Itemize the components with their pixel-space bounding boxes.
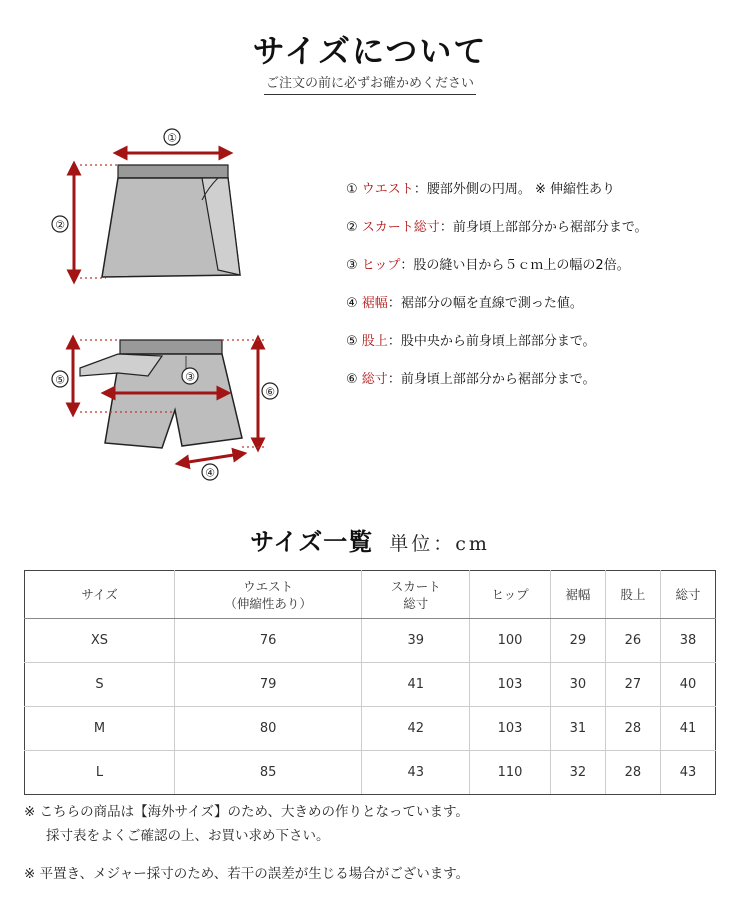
legend-number: ③ (346, 258, 358, 273)
cell-total-length: 43 (660, 751, 715, 795)
marker-5 (52, 371, 68, 387)
table-row (25, 663, 716, 707)
legend-term: 股上 (361, 334, 388, 349)
header-sublabel: （伸縮性あり） (224, 595, 312, 611)
header-hip (470, 571, 551, 619)
legend-item-skirt-length (346, 218, 726, 256)
header-label: 総寸 (675, 587, 701, 602)
header-label: 裾幅 (565, 587, 591, 602)
legend-number: ⑥ (346, 372, 358, 387)
cell-waist: 85 (175, 751, 362, 795)
cell-rise: 28 (605, 707, 660, 751)
note-overseas-size: ※ こちらの商品は【海外サイズ】のため、大きめの作りとなっています。 (24, 804, 469, 820)
cell-skirt-length: 42 (362, 707, 470, 751)
marker-6-text: ⑥ (265, 385, 275, 399)
legend-item-rise (346, 332, 726, 370)
legend-number: ④ (346, 296, 358, 311)
measurement-legend (346, 180, 726, 408)
cell-hem-width: 30 (550, 663, 605, 707)
page-subtitle (0, 72, 740, 91)
legend-description: ：腰部外側の円周。 ※ 伸縮性あり (413, 182, 615, 197)
size-table (24, 570, 716, 795)
header-sublabel: 総寸 (403, 595, 429, 611)
cell-waist: 76 (175, 619, 362, 663)
cell-skirt-length: 39 (362, 619, 470, 663)
hem-width-arrow (182, 454, 240, 463)
legend-description: ：前身頃上部部分から裾部分まで。 (387, 372, 596, 387)
cell-hem-width: 31 (550, 707, 605, 751)
header-hem-width (550, 571, 605, 619)
header-total-length (660, 571, 715, 619)
marker-6 (262, 383, 278, 399)
marker-3 (182, 368, 198, 384)
legend-term: ヒップ (361, 258, 401, 273)
cell-hip: 103 (470, 663, 551, 707)
cell-total-length: 41 (660, 707, 715, 751)
cell-rise: 26 (605, 619, 660, 663)
cell-waist: 79 (175, 663, 362, 707)
legend-number: ② (346, 220, 358, 235)
legend-term: 裾幅 (361, 296, 388, 311)
marker-2 (52, 216, 68, 232)
header-label: ウエスト (243, 578, 294, 594)
subtitle-text: ご注文の前に必ずお確かめください (264, 76, 476, 95)
header-label: ヒップ (491, 587, 529, 602)
cell-skirt-length: 43 (362, 751, 470, 795)
legend-number: ① (346, 182, 358, 197)
legend-item-hem-width (346, 294, 726, 332)
legend-description: ：裾部分の幅を直線で測った値。 (387, 296, 583, 311)
legend-item-hip (346, 256, 726, 294)
legend-description: ：股中央から前身頃上部部分まで。 (387, 334, 596, 349)
header-rise (605, 571, 660, 619)
size-list-title: サイズ一覧 (250, 528, 374, 556)
marker-1-text: ① (167, 131, 177, 145)
header-skirt-length (362, 571, 470, 619)
note-check-table: 採寸表をよくご確認の上、お買い求め下さい。 (46, 828, 330, 844)
legend-term: ウエスト (361, 182, 414, 197)
cell-size: XS (25, 619, 175, 663)
header-label: 股上 (620, 587, 646, 602)
legend-description: ：股の縫い目から５ｃｍ上の幅の2倍。 (400, 258, 630, 273)
cell-rise: 28 (605, 751, 660, 795)
cell-waist: 80 (175, 707, 362, 751)
cell-size: M (25, 707, 175, 751)
cell-size: L (25, 751, 175, 795)
legend-description: ：前身頃上部部分から裾部分まで。 (439, 220, 648, 235)
size-list-heading (0, 522, 740, 557)
header-size (25, 571, 175, 619)
legend-item-waist (346, 180, 726, 218)
marker-5-text: ⑤ (55, 373, 65, 387)
cell-size: S (25, 663, 175, 707)
marker-4 (202, 464, 218, 480)
cell-total-length: 40 (660, 663, 715, 707)
header-waist (175, 571, 362, 619)
marker-2-text: ② (55, 218, 65, 232)
cell-hip: 103 (470, 707, 551, 751)
table-row (25, 751, 716, 795)
cell-hip: 100 (470, 619, 551, 663)
marker-1 (164, 129, 180, 145)
marker-3-text: ③ (185, 370, 195, 384)
size-list-unit: 単位：cm (389, 533, 490, 555)
legend-item-total-length (346, 370, 726, 408)
table-row (25, 707, 716, 751)
legend-term: 総寸 (361, 372, 388, 387)
page-title: サイズについて (252, 32, 488, 70)
cell-total-length: 38 (660, 619, 715, 663)
cell-rise: 27 (605, 663, 660, 707)
legend-number: ⑤ (346, 334, 358, 349)
cell-hem-width: 29 (550, 619, 605, 663)
marker-4-text: ④ (205, 466, 215, 480)
table-row (25, 619, 716, 663)
skirt-illustration (102, 165, 240, 277)
legend-term: スカート総寸 (361, 220, 440, 235)
notes (24, 800, 724, 886)
table-header-row (25, 571, 716, 619)
cell-skirt-length: 41 (362, 663, 470, 707)
measurement-diagram (40, 120, 310, 500)
cell-hip: 110 (470, 751, 551, 795)
header-label: サイズ (81, 587, 118, 602)
note-measurement-error: ※ 平置き、メジャー採寸のため、若干の誤差が生じる場合がございます。 (24, 866, 470, 882)
cell-hem-width: 32 (550, 751, 605, 795)
header-label: スカート (390, 578, 441, 594)
